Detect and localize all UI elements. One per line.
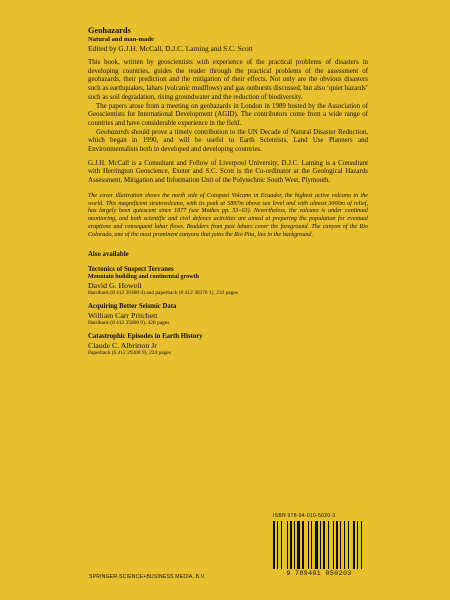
book-2-publication: Hardback (0 412 35800 9), 428 pages xyxy=(88,320,170,327)
book-subtitle: Natural and man-made xyxy=(88,36,154,43)
barcode-stripe xyxy=(320,521,321,569)
barcode-stripe xyxy=(333,521,334,569)
isbn-label: ISBN 978-94-010-5020-3 xyxy=(273,513,336,519)
book-3-author: Claude C. Albritton Jr xyxy=(88,341,157,351)
barcode-stripe xyxy=(315,521,318,569)
book-3-publication: Paperback (0 412 29200 9), 224 pages xyxy=(88,350,171,357)
description-paragraph-3 xyxy=(88,129,368,155)
also-available-book-3 xyxy=(88,333,368,357)
description-paragraph-1: This book, written by geoscientists with experience of the practical problems of disasters in developing countries, guides the reader through the practical problems of the assessment of geohazards, their prediction and the mitigation of their effects. Not only are the obvious disasters such as earthquakes, lahars (volcanic mudflows) and gas outbursts discussed, but also ‘quiet hazards’ such as soil degradation, rising groundwater and the reduction of biodiversity. xyxy=(88,59,368,101)
also-available-book-1 xyxy=(88,266,368,298)
barcode-stripe xyxy=(344,521,345,569)
cover-illustration-note: The cover illustration shows the north side of Cotopaxi Volcano in Ecuador, the highest active volcano in the world. This magnificent stratovolcano, with its peak at 5897m above sea level and with almost 3000m of relief, has largely been quiescent since 1877 (see Mothes pp. 53–63). Nevertheless, the volcano is under continual monitoring, and both scientific and civil defence activities are aimed at preparing the population for eventual eruptions and consequent lahar flows. Boulders from past lahars cover the foreground. The canyon of the Rio Colorado, one of the most prominent canyons that joins the Rio Pita, lies in the background. xyxy=(88,192,368,238)
barcode-stripe xyxy=(328,521,329,569)
barcode-stripe xyxy=(353,521,355,569)
description-paragraph-2: The papers arose from a meeting on geohazards in London in 1989 hosted by the Association of Geoscientists for International Development (AGID). The contributors come from a wide range of countries and have considerable experience in the field. xyxy=(88,102,368,127)
book-title-italic: Geohazards xyxy=(96,128,130,136)
barcode-stripe xyxy=(294,521,295,569)
barcode xyxy=(273,513,365,579)
barcode-stripe xyxy=(340,521,341,569)
book-1-publication: Hardback (0 412 30360 4) and paperback (0 412 30370 1), 232 pages xyxy=(88,290,238,297)
book-1-author: David G. Howell xyxy=(88,281,142,291)
book-1-title: Tectonics of Suspect Terranes xyxy=(88,265,174,273)
paragraph-3-text: should prove a timely contribution to the UN Decade of Natural Disaster Reduction, which began in 1990, and will be useful to Earth Scientists, Land Use Planners and Environmentalists both in developed and developing countries. xyxy=(88,128,368,154)
book-editors: Edited by G.J.H. McCall, D.J.C. Laming and S.C. Scott xyxy=(88,44,253,53)
barcode-stripe xyxy=(273,521,275,569)
barcode-stripe xyxy=(357,521,358,569)
book-2-author: William Carr Pritchett xyxy=(88,311,158,321)
author-bios-paragraph: G.J.H. McCall is a Consultant and Fellow of Liverpool University, D.J.C. Laming is a Consultant with Herrington Geoscience, Exeter and S.C. Scott is the Co-ordinator at the Geological Hazards Assessment, Mitigation and Information Unit of the Polytechnic South West, Plymouth. xyxy=(88,159,368,185)
barcode-stripe xyxy=(308,521,309,569)
barcode-stripe xyxy=(323,521,325,569)
book-title: Geohazards xyxy=(88,26,131,35)
barcode-stripe xyxy=(361,521,362,569)
book-2-title: Acquiring Better Seismic Data xyxy=(88,303,177,311)
barcode-stripe xyxy=(311,521,312,569)
book-1-subtitle: Mountain building and continental growth xyxy=(88,273,199,280)
back-cover-text xyxy=(88,26,368,363)
barcode-stripe xyxy=(290,521,292,569)
barcode-stripe xyxy=(348,521,349,569)
also-available-book-2 xyxy=(88,303,368,327)
barcode-stripe xyxy=(297,521,300,569)
barcode-stripe xyxy=(287,521,288,569)
book-3-title: Catastrophic Episodes in Earth History xyxy=(88,333,203,341)
barcode-stripe xyxy=(281,521,282,569)
barcode-digits: 9 789401 050203 xyxy=(286,570,352,577)
barcode-stripe xyxy=(302,521,304,569)
barcode-stripe xyxy=(336,521,338,569)
barcode-stripe xyxy=(277,521,278,569)
barcode-bars xyxy=(273,521,365,569)
also-available-heading: Also available xyxy=(88,250,129,258)
publisher-name: SPRINGER-SCIENCE+BUSINESS MEDIA, B.V. xyxy=(89,574,206,580)
